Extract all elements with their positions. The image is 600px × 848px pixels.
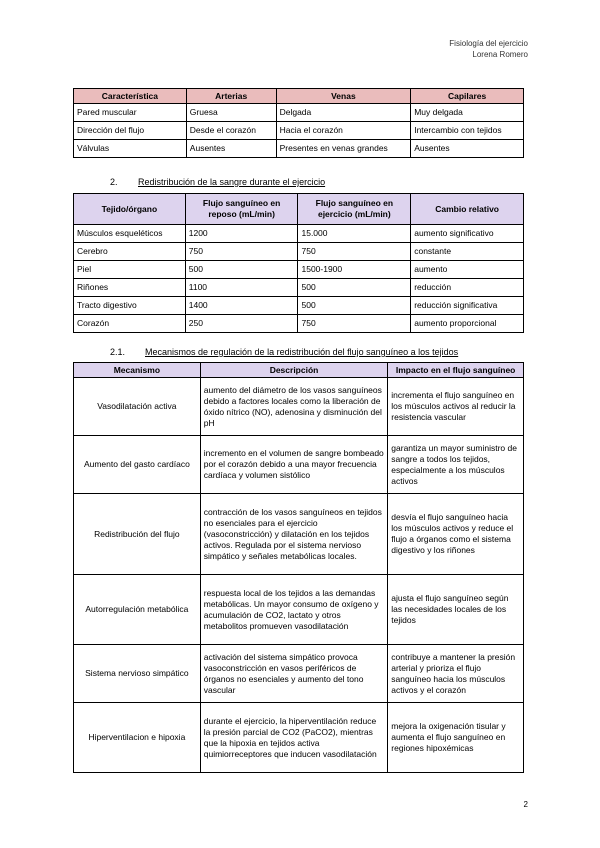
table-row bbox=[74, 279, 524, 297]
table-cell: Ausentes bbox=[186, 140, 276, 158]
column-header: Venas bbox=[276, 89, 411, 104]
table-cell: Desde el corazón bbox=[186, 122, 276, 140]
description-cell: respuesta local de los tejidos a las demandas metabólicas. Un mayor consumo de oxígeno y acumulación de CO2, lactato y otros metabolitos promueven vasodilatación bbox=[200, 575, 388, 645]
table-cell: Riñones bbox=[74, 279, 186, 297]
table-cell: 1500-1900 bbox=[298, 261, 411, 279]
table-header-row bbox=[74, 194, 524, 225]
section-number: 2. bbox=[110, 177, 118, 187]
page-number: 2 bbox=[523, 800, 528, 809]
table-cell: reducción bbox=[411, 279, 524, 297]
column-header: Arterias bbox=[186, 89, 276, 104]
table-cell: Hacia el corazón bbox=[276, 122, 411, 140]
table-cell: Piel bbox=[74, 261, 186, 279]
impact-cell: contribuye a mantener la presión arterial y prioriza el flujo sanguíneo hacia los músculos activos y el corazón bbox=[388, 645, 524, 703]
table-cell: aumento significativo bbox=[411, 225, 524, 243]
table-cell: 500 bbox=[298, 279, 411, 297]
table-cell: Dirección del flujo bbox=[74, 122, 187, 140]
section-heading-2-1 bbox=[110, 347, 458, 357]
column-header: Cambio relativo bbox=[411, 194, 524, 225]
mechanism-cell: Redistribución del flujo bbox=[74, 494, 201, 575]
table-cell: 750 bbox=[298, 243, 411, 261]
column-header: Descripción bbox=[200, 363, 388, 378]
course-title: Fisiología del ejercicio bbox=[449, 39, 528, 48]
column-header: Impacto en el flujo sanguíneo bbox=[388, 363, 524, 378]
section-title: Redistribución de la sangre durante el ejercicio bbox=[138, 177, 326, 187]
column-header: Capilares bbox=[411, 89, 524, 104]
table-row bbox=[74, 104, 524, 122]
table-row bbox=[74, 494, 524, 575]
table-row bbox=[74, 378, 524, 436]
section-heading-2 bbox=[110, 177, 325, 187]
table-cell: Músculos esqueléticos bbox=[74, 225, 186, 243]
table-cell: reducción significativa bbox=[411, 297, 524, 315]
table-header-row bbox=[74, 363, 524, 378]
table-row bbox=[74, 243, 524, 261]
mechanism-cell: Sistema nervioso simpático bbox=[74, 645, 201, 703]
table-cell: 500 bbox=[185, 261, 298, 279]
table-cell: 500 bbox=[298, 297, 411, 315]
table-cell: 1100 bbox=[185, 279, 298, 297]
table-row bbox=[74, 645, 524, 703]
table-cell: 250 bbox=[185, 315, 298, 333]
description-cell: incremento en el volumen de sangre bombeado por el corazón debido a una mayor frecuencia cardíaca y volumen sistólico bbox=[200, 436, 388, 494]
impact-cell: desvía el flujo sanguíneo hacia los músculos activos y reduce el flujo a órganos como el sistema digestivo y los riñones bbox=[388, 494, 524, 575]
table-row bbox=[74, 703, 524, 773]
description-cell: durante el ejercicio, la hiperventilación reduce la presión parcial de CO2 (PaCO2), mientras que la hipoxia en tejidos activa quimiorreceptores que inducen vasodilatación bbox=[200, 703, 388, 773]
description-cell: aumento del diámetro de los vasos sanguíneos debido a factores locales como la liberación de óxido nítrico (NO), adenosina y disminución del pH bbox=[200, 378, 388, 436]
table-cell: Pared muscular bbox=[74, 104, 187, 122]
table-cell: Intercambio con tejidos bbox=[411, 122, 524, 140]
table-cell: 1400 bbox=[185, 297, 298, 315]
mechanism-cell: Autorregulación metabólica bbox=[74, 575, 201, 645]
mechanism-cell: Vasodilatación activa bbox=[74, 378, 201, 436]
description-cell: activación del sistema simpático provoca vasoconstricción en vasos periféricos de órganos no esenciales y aumento del tono vascular bbox=[200, 645, 388, 703]
description-cell: contracción de los vasos sanguíneos en tejidos no esenciales para el ejercicio (vasoconstricción) y dilatación en los tejidos activos. Regulada por el sistema nervioso simpático y señales metabólicas locales. bbox=[200, 494, 388, 575]
table-cell: constante bbox=[411, 243, 524, 261]
column-header: Mecanismo bbox=[74, 363, 201, 378]
impact-cell: garantiza un mayor suministro de sangre a todos los tejidos, especialmente a los músculos activos bbox=[388, 436, 524, 494]
table-row bbox=[74, 122, 524, 140]
regulation-mechanisms-table bbox=[73, 362, 524, 773]
table-row bbox=[74, 261, 524, 279]
author-name: Lorena Romero bbox=[472, 50, 528, 59]
blood-flow-table bbox=[73, 193, 524, 333]
vessel-comparison-table bbox=[73, 88, 524, 158]
table-cell: 750 bbox=[185, 243, 298, 261]
section-number: 2.1. bbox=[110, 347, 126, 357]
table-cell: 750 bbox=[298, 315, 411, 333]
table-cell: Delgada bbox=[276, 104, 411, 122]
table-cell: Tracto digestivo bbox=[74, 297, 186, 315]
table-cell: Gruesa bbox=[186, 104, 276, 122]
table-cell: aumento proporcional bbox=[411, 315, 524, 333]
mechanism-cell: Hiperventilacion e hipoxia bbox=[74, 703, 201, 773]
impact-cell: ajusta el flujo sanguíneo según las necesidades locales de los tejidos bbox=[388, 575, 524, 645]
table-cell: Presentes en venas grandes bbox=[276, 140, 411, 158]
table-cell: Corazón bbox=[74, 315, 186, 333]
table-row bbox=[74, 225, 524, 243]
section-title: Mecanismos de regulación de la redistribución del flujo sanguíneo a los tejidos bbox=[145, 347, 459, 357]
table-cell: 15.000 bbox=[298, 225, 411, 243]
column-header: Tejido/órgano bbox=[74, 194, 186, 225]
impact-cell: incrementa el flujo sanguíneo en los músculos activos al reducir la resistencia vascular bbox=[388, 378, 524, 436]
table-cell: Cerebro bbox=[74, 243, 186, 261]
table-row bbox=[74, 575, 524, 645]
table-row bbox=[74, 436, 524, 494]
column-header: Flujo sanguíneo en ejercicio (mL/min) bbox=[298, 194, 411, 225]
table-row bbox=[74, 297, 524, 315]
table-cell: Muy delgada bbox=[411, 104, 524, 122]
column-header: Flujo sanguíneo en reposo (mL/min) bbox=[185, 194, 298, 225]
table-row bbox=[74, 315, 524, 333]
table-cell: 1200 bbox=[185, 225, 298, 243]
table-cell: Válvulas bbox=[74, 140, 187, 158]
column-header: Característica bbox=[74, 89, 187, 104]
table-cell: Ausentes bbox=[411, 140, 524, 158]
table-row bbox=[74, 140, 524, 158]
table-cell: aumento bbox=[411, 261, 524, 279]
table-header-row bbox=[74, 89, 524, 104]
impact-cell: mejora la oxigenación tisular y aumenta el flujo sanguíneo en regiones hipoxémicas bbox=[388, 703, 524, 773]
page-header bbox=[449, 38, 528, 60]
mechanism-cell: Aumento del gasto cardíaco bbox=[74, 436, 201, 494]
